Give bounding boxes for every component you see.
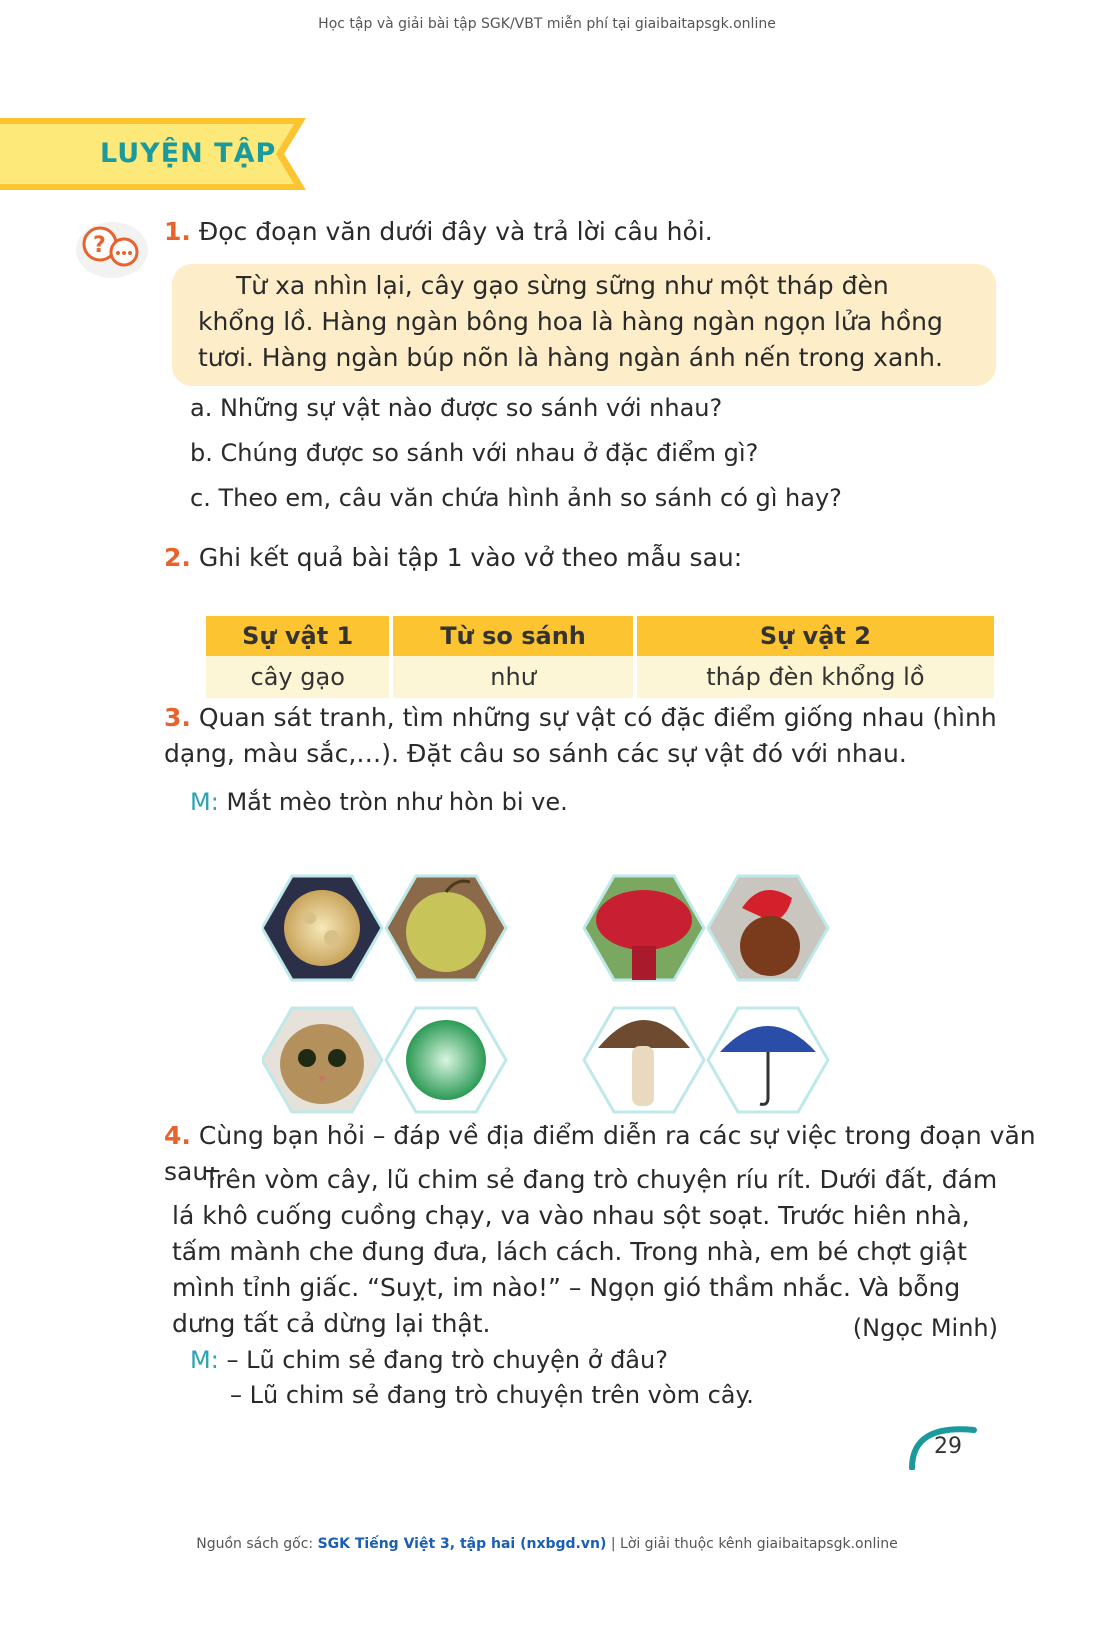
exercise-2-number: 2. <box>164 543 191 572</box>
footer <box>0 1536 1094 1552</box>
exercise-4-model <box>190 1342 668 1378</box>
exercise-3-heading <box>164 700 1000 772</box>
speech-bubble-icon <box>74 220 150 280</box>
table-cell: cây gạo <box>206 656 389 698</box>
exercise-4-passage: Trên vòm cây, lũ chim sẻ đang trò chuyện ríu rít. Dưới đất, đám lá khô cuống cuồng chạy, va vào nhau sột soạt. Trước hiên nhà, tấm mành che đung đưa, lách cách. Trong nhà, em bé chợt giật mình tỉnh giấc. “Suỵt, im nào!” – Ngọn gió thầm nhắc. Và bỗng dưng tất cả dừng lại thật. <box>172 1165 998 1338</box>
header-note: Học tập và giải bài tập SGK/VBT miễn phí tại giaibaitapsgk.online <box>318 16 776 32</box>
section-title: LUYỆN TẬP <box>100 138 277 169</box>
question-c: c. Theo em, câu văn chứa hình ảnh so sánh có gì hay? <box>190 484 842 512</box>
table-header-row <box>206 616 994 656</box>
table-header: Sự vật 2 <box>637 616 994 656</box>
comparison-table <box>202 616 998 698</box>
picture-grid <box>262 868 874 1138</box>
model-line: – Lũ chim sẻ đang trò chuyện ở đâu? <box>226 1346 668 1374</box>
footer-suffix: | Lời giải thuộc kênh giaibaitapsgk.online <box>610 1536 898 1552</box>
marble-picture <box>386 1008 506 1112</box>
exercise-1-passage: Từ xa nhìn lại, cây gạo sừng sững như một tháp đèn khổng lồ. Hàng ngàn bông hoa là hàng ngàn ngọn lửa hồng tươi. Hàng ngàn búp nõn là hàng ngàn ánh nến trong xanh. <box>198 271 943 372</box>
exercise-2-prompt: Ghi kết quả bài tập 1 vào vở theo mẫu sau: <box>198 543 743 572</box>
exercise-2-heading <box>164 540 742 576</box>
mushroom-picture <box>584 1008 704 1112</box>
exercise-3-model <box>190 784 568 820</box>
umbrella-picture <box>708 1008 828 1112</box>
rooster-picture <box>708 876 828 980</box>
moon-picture <box>262 876 382 980</box>
author-credit: (Ngọc Minh) <box>852 1314 998 1342</box>
question-b: b. Chúng được so sánh với nhau ở đặc điểm gì? <box>190 439 759 467</box>
exercise-3-prompt: Quan sát tranh, tìm những sự vật có đặc điểm giống nhau (hình dạng, màu sắc,…). Đặt câu so sánh các sự vật đó với nhau. <box>164 703 997 768</box>
table-cell: tháp đèn khổng lồ <box>637 656 994 698</box>
table-header: Từ so sánh <box>393 616 632 656</box>
model-line: – Lũ chim sẻ đang trò chuyện trên vòm cây. <box>230 1381 754 1409</box>
exercise-3-number: 3. <box>164 703 191 732</box>
svg-text:?: ? <box>93 233 106 258</box>
model-label: M: <box>190 1346 219 1374</box>
exercise-1-prompt: Đọc đoạn văn dưới đây và trả lời câu hỏi. <box>198 217 713 246</box>
page-number: 29 <box>934 1434 962 1459</box>
cockscomb-flower-picture <box>584 876 704 980</box>
model-label: M: <box>190 788 219 816</box>
exercise-4-prompt: Cùng bạn hỏi – đáp về địa điểm diễn ra các sự việc trong đoạn văn sau: <box>164 1121 1036 1186</box>
table-header: Sự vật 1 <box>206 616 389 656</box>
question-a: a. Những sự vật nào được so sánh với nhau? <box>190 394 723 422</box>
exercise-4-number: 4. <box>164 1121 191 1150</box>
pomelo-picture <box>386 876 506 980</box>
table-cell: như <box>393 656 632 698</box>
exercise-1-heading <box>164 214 713 250</box>
footer-prefix: Nguồn sách gốc: <box>196 1536 314 1552</box>
exercise-1-number: 1. <box>164 217 191 246</box>
footer-source-link[interactable]: SGK Tiếng Việt 3, tập hai (nxbgd.vn) <box>317 1536 607 1552</box>
model-sentence: Mắt mèo tròn như hòn bi ve. <box>226 788 568 816</box>
table-row <box>206 656 994 698</box>
cat-picture <box>262 1008 382 1112</box>
